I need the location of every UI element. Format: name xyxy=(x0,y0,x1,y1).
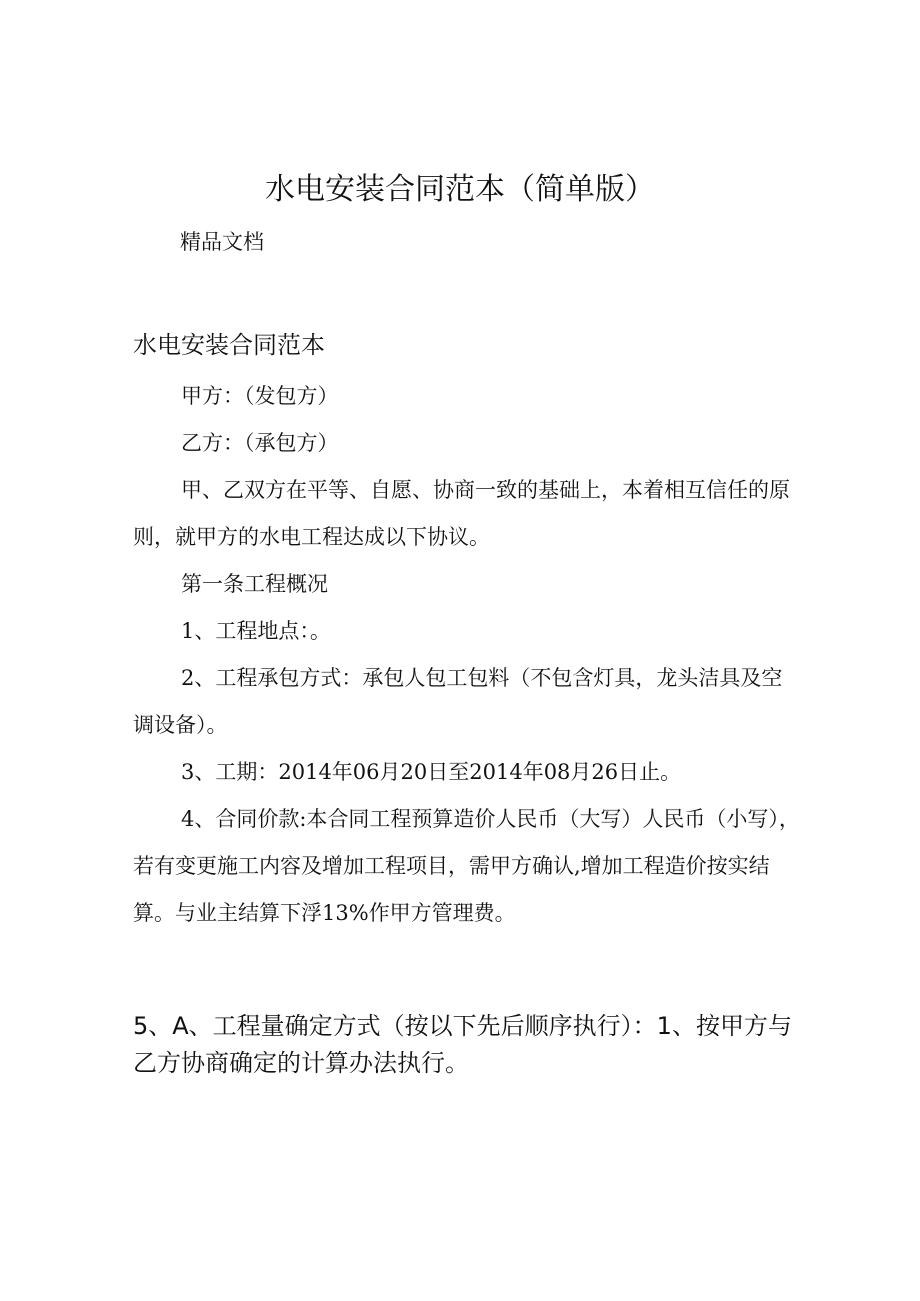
item-one-location: 1、工程地点：。 xyxy=(181,619,331,643)
document-subtitle: 精品文档 xyxy=(180,230,264,254)
party-a-line: 甲方：（发包方） xyxy=(181,384,339,408)
article-one-title: 第一条工程概况 xyxy=(181,572,328,596)
party-b-line: 乙方：（承包方） xyxy=(181,431,339,455)
item-four-contract-price: 4、合同价款:本合同工程预算造价人民币（大写）人民币（小写），若有变更施工内容及增加工程项目，需甲方确认,增加工程造价按实结算。与业主结算下浮13%作甲方管理费。 xyxy=(133,807,800,925)
item-three-schedule: 3、工期：2014年06月20日至2014年08月26日止。 xyxy=(181,760,682,784)
section-heading: 水电安装合同范本 xyxy=(133,331,325,359)
item-two-contract-method: 2、工程承包方式：承包人包工包料（不包含灯具，龙头洁具及空调设备）。 xyxy=(133,666,783,737)
clause-five-paragraph: 5、A、工程量确定方式（按以下先后顺序执行）：1、按甲方与乙方协商确定的计算办法执行。 xyxy=(133,1012,792,1077)
document-title: 水电安装合同范本（简单版） xyxy=(265,172,655,207)
preamble-paragraph: 甲、乙双方在平等、自愿、协商一致的基础上，本着相互信任的原则，就甲方的水电工程达成以下协议。 xyxy=(133,478,790,549)
